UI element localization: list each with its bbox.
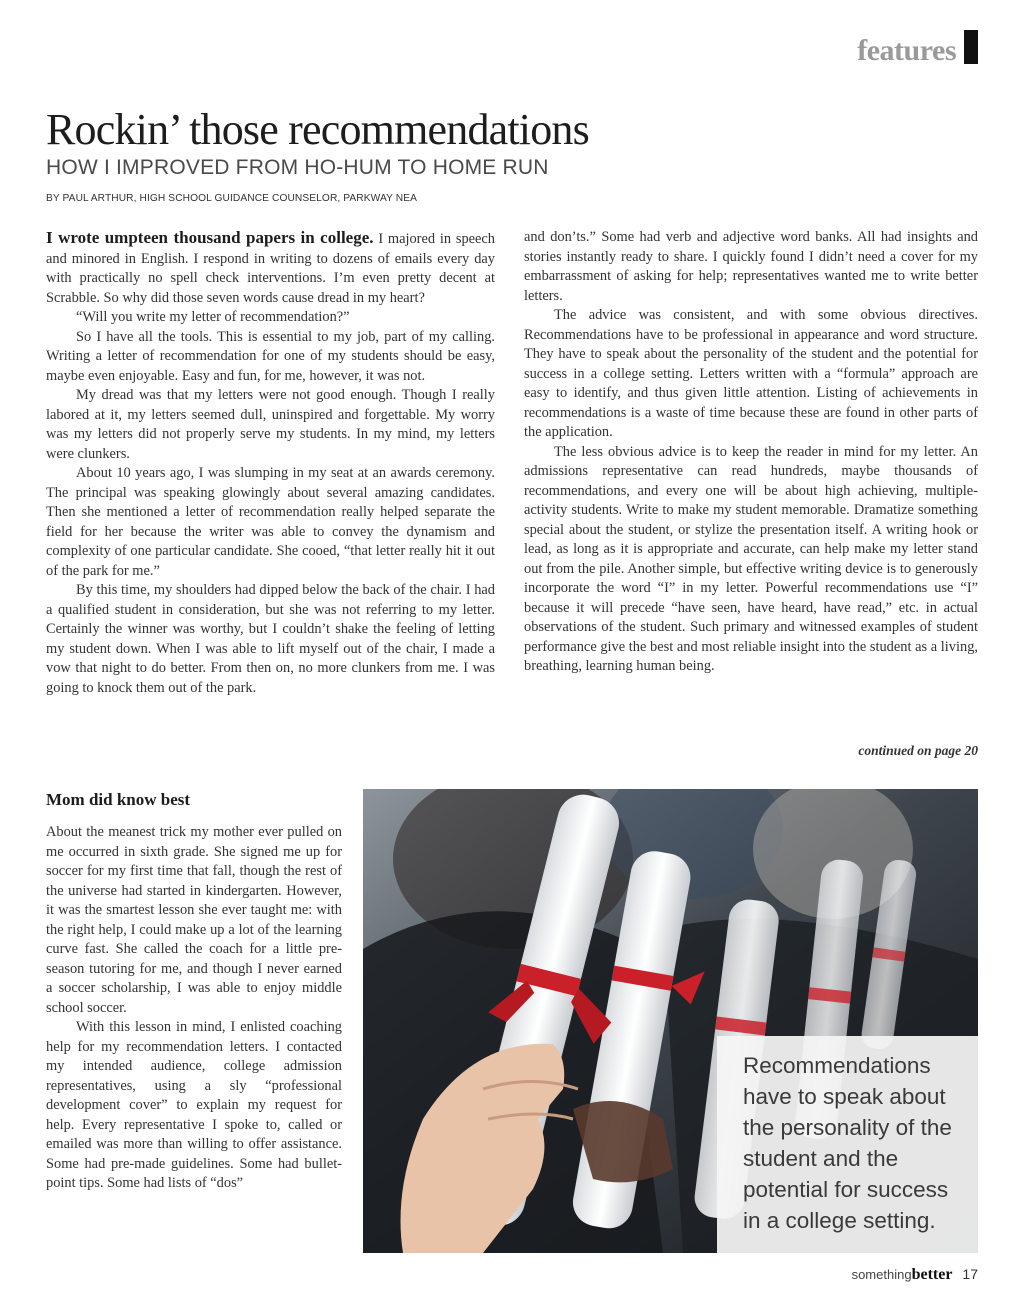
article-byline: BY PAUL ARTHUR, HIGH SCHOOL GUIDANCE COUNSELOR, PARKWAY NEA — [46, 193, 418, 204]
magazine-name-light: something — [851, 1267, 912, 1282]
paragraph: About the meanest trick my mother ever pulled on me occurred in sixth grade. She signed me up for soccer for my first time that fall, though the rest of the universe had started in kindergarten. However, it was the smartest lesson she ever taught me: with the right help, I could make up a lot of the learning curve fast. She called the coach for a little pre-season tutoring for me, and though I never earned a soccer scholarship, I was able to enjoy middle school soccer. — [46, 824, 342, 1016]
lead-paragraph — [46, 228, 495, 308]
pull-quote — [717, 1036, 978, 1253]
continued-note: continued on page 20 — [858, 743, 978, 758]
article-subtitle: HOW I IMPROVED FROM HO-HUM TO HOME RUN — [46, 156, 549, 179]
pull-quote-text: Recommendations have to speak about the personality of the student and the potential for success in a college setting. — [743, 1053, 952, 1233]
subhead: Mom did know best — [46, 790, 191, 809]
page-number: 17 — [962, 1266, 978, 1282]
lead-paragraph-text: I majored in speech and minored in English. I respond in writing to dozens of emails every day with practically no spell check interventions. I’m even pretty decent at Scrabble. So why did those seven words cause dread in my heart? — [46, 231, 495, 306]
paragraph: The advice was consistent, and with some obvious directives. Recommendations have to be professional in appearance and word structure. They have to speak about the personality of the student and the potential for success in a college setting. Letters written with a “formula” approach are easy to identify, and thus given little attention. Listing of achievements in recommendations is a waste of time because these are found in other parts of the application. — [524, 307, 978, 440]
paragraph: “Will you write my letter of recommendation?” — [76, 309, 350, 325]
section-marker-bar — [964, 30, 978, 64]
column-left-bottom — [46, 823, 342, 1194]
paragraph: By this time, my shoulders had dipped below the back of the chair. I had a qualified student in consideration, but she was not referring to my letter. Certainly the winner was worthy, but I couldn’t shake the feeling of letting my student down. When I was able to lift myself out of the chair, I made a vow that night to do better. From then on, no more clunkers from me. I was going to knock them out of the park. — [46, 582, 495, 696]
paragraph: About 10 years ago, I was slumping in my seat at an awards ceremony. The principal was speaking glowingly about several amazing candidates. Then she mentioned a letter of recommendation really helped separate the field for her because the writer was able to convey the dynamism and complexity of one particular candidate. She cooed, “that letter really hit it out of the park for me.” — [46, 465, 495, 579]
section-label: features — [857, 34, 956, 67]
paragraph: With this lesson in mind, I enlisted coaching help for my recommendation letters. I contacted my intended audience, college admission representatives, using a sly “professional development cover” to explain my request for help. Every representative I spoke to, called or emailed was more than willing to offer assistance. Some had pre-made guidelines. Some had bullet-point tips. Some had lists of “dos” — [46, 1019, 342, 1191]
paragraph: and don’ts.” Some had verb and adjective word banks. All had insights and stories instantly ready to share. I quickly found I didn’t need a cover for my embarrassment of asking for help; representatives wanted me to write better letters. — [524, 229, 978, 304]
column-right — [524, 228, 978, 677]
lead-in: I wrote umpteen thousand papers in college. — [46, 228, 374, 247]
magazine-name-bold: better — [911, 1266, 953, 1283]
page-footer — [852, 1266, 978, 1284]
column-left-top — [46, 228, 495, 698]
paragraph: The less obvious advice is to keep the reader in mind for my letter. An admissions representative can read hundreds, maybe thousands of recommendations, and every one will be about high achieving, multiple-activity students. Write to make my student memorable. Dramatize something special about the student, or stylize the presentation itself. A writing hook or lead, as long as it is appropriate and accurate, can help make my letter stand out from the pile. Another simple, but effective writing device is to generously incorporate the word “I” in my letter. Powerful recommendations use “I” because it will precede “have seen, have heard, have read,” etc. in actual observations of the student. Such primary and witnessed examples of student performance give the best and most reliable insight into the student as a living, breathing, learning human being. — [524, 443, 978, 674]
paragraph: My dread was that my letters were not good enough. Though I really labored at it, my letters seemed dull, uninspired and forgettable. My worry was my letters did not properly serve my students. In my mind, my letters were clunkers. — [46, 387, 495, 462]
article-title: Rockin’ those recommendations — [46, 105, 589, 154]
paragraph: So I have all the tools. This is essential to my job, part of my calling. Writing a letter of recommendation for one of my students should be easy, maybe even enjoyable. Easy and fun, for me, however, it was not. — [46, 328, 495, 384]
